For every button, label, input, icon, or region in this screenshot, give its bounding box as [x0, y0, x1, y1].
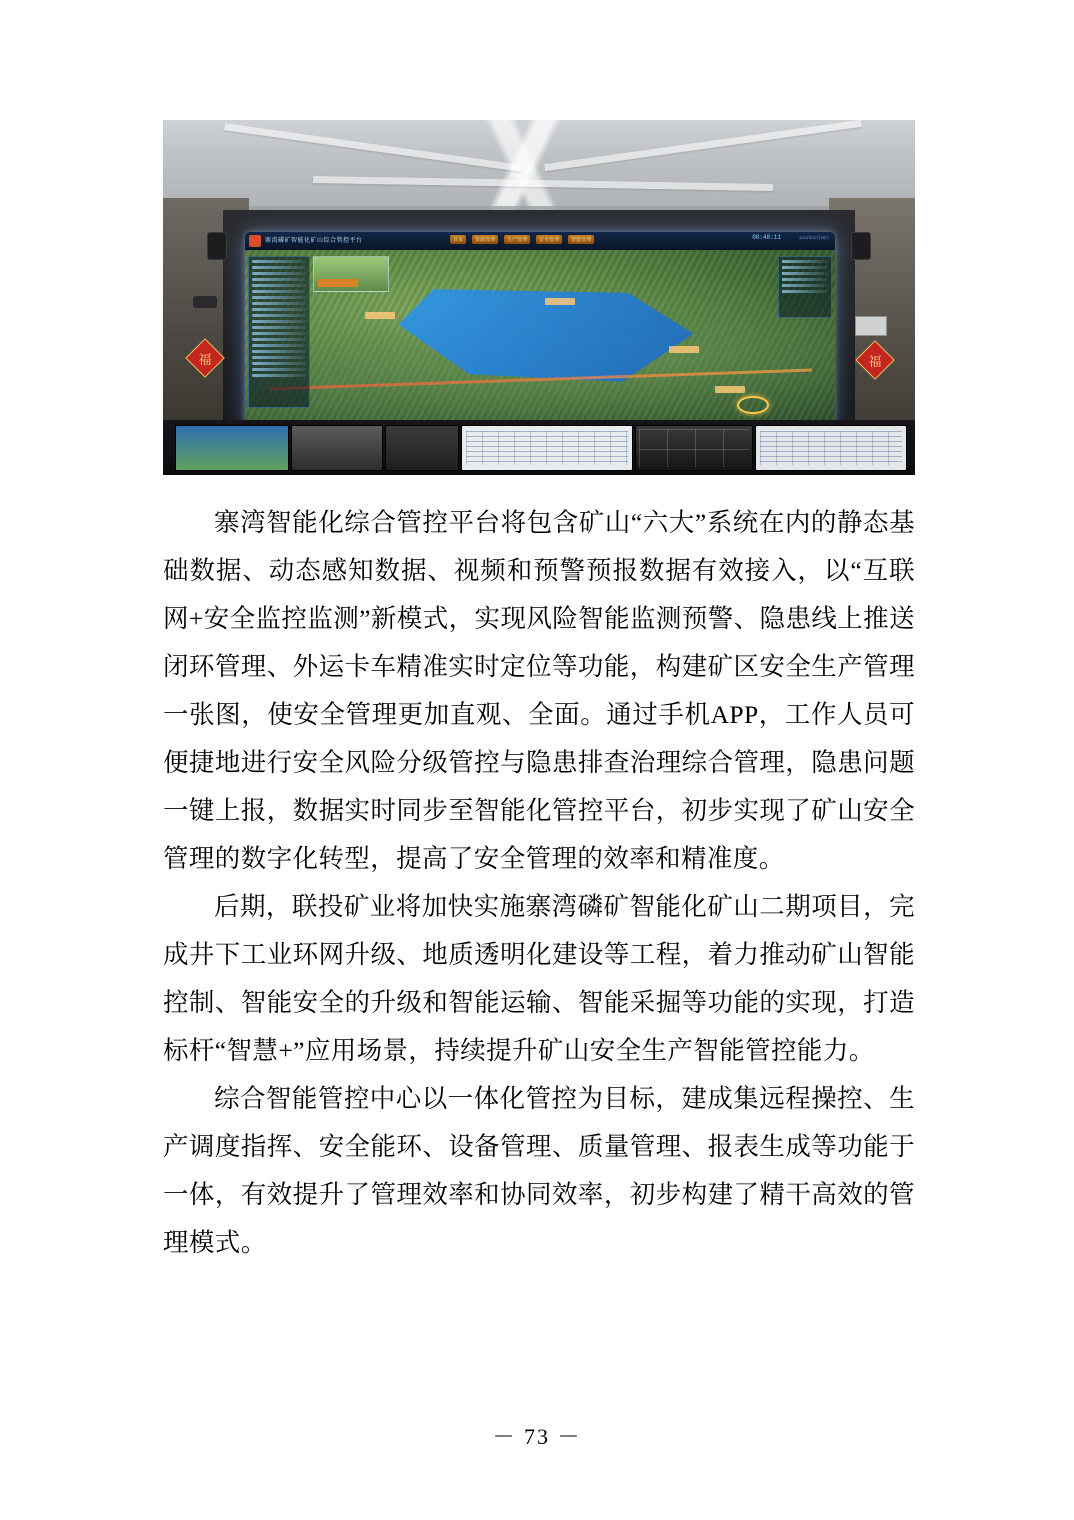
speaker-right	[851, 232, 871, 260]
fu-char: 福	[198, 351, 212, 367]
page-content	[163, 120, 915, 1267]
paragraph-1: 寨湾智能化综合管控平台将包含矿山“六大”系统在内的静态基础数据、动态感知数据、视频和预警预报数据有效接入，以“互联网+安全监控监测”新模式，实现风险智能监测预警、隐患线上推送闭环管理、外运卡车精准实时定位等功能，构建矿区安全生产管理一张图，使安全管理更加直观、全面。通过手机APP，工作人员可便捷地进行安全风险分级管控与隐患排查治理综合管理，隐患问题一键上报，数据实时同步至智能化管控平台，初步实现了矿山安全管理的数字化转型，提高了安全管理的效率和精准度。	[163, 508, 915, 873]
map-side-panel-left	[248, 256, 310, 408]
wall-panel	[855, 316, 887, 336]
photo-canvas	[163, 120, 915, 475]
map-highlight-ring	[737, 396, 769, 414]
map-label-tag	[669, 346, 699, 353]
map-thumbnail	[313, 256, 389, 292]
figure-control-room	[163, 120, 915, 475]
platform-logo-icon	[249, 235, 261, 247]
videowall-clock: 08:48:11	[752, 234, 781, 241]
videowall-nav	[450, 235, 594, 244]
paragraph-2: 后期，联投矿业将加快实施寨湾磷矿智能化矿山二期项目，完成井下工业环网升级、地质透明化建设等工程，着力推动矿山智能控制、智能安全的升级和智能运输、智能采掘等功能的实现，打造标杆“智慧+”应用场景，持续提升矿山安全生产智能管控能力。	[163, 892, 915, 1065]
map-side-panel-right	[778, 256, 832, 318]
fu-char: 福	[868, 353, 882, 369]
videowall-nav-item: 生产管理	[504, 235, 530, 244]
desk-monitor	[461, 425, 633, 471]
mine-map-3d	[245, 250, 835, 428]
desk-monitor	[385, 425, 459, 471]
desk-monitor	[755, 425, 907, 471]
videowall-nav-item: 安全管理	[536, 235, 562, 244]
videowall-nav-item: 资源管理	[472, 235, 498, 244]
desk-monitor	[291, 425, 383, 471]
led-videowall	[245, 232, 835, 428]
videowall-title: 寨湾磷矿智能化矿山综合管控平台	[265, 238, 363, 244]
operator-desk	[163, 420, 915, 475]
speaker-left	[207, 232, 227, 260]
map-label-tag	[365, 312, 395, 319]
map-label-tag	[545, 298, 575, 305]
videowall-header	[245, 232, 835, 251]
videowall-date: 2024年02月28日	[799, 235, 829, 240]
desk-monitor	[635, 425, 753, 471]
paragraph-3: 综合智能管控中心以一体化管控为目标，建成集远程操控、生产调度指挥、安全能环、设备管理、质量管理、报表生成等功能于一体，有效提升了管理效率和协同效率，初步构建了精干高效的管理模式。	[163, 1084, 915, 1257]
page-number: － 73 －	[492, 1424, 582, 1449]
videowall-nav-item: 智能管理	[568, 235, 594, 244]
camera-icon	[193, 296, 217, 308]
desk-monitor	[175, 425, 289, 471]
map-label-tag	[715, 386, 745, 393]
videowall-nav-item: 首页	[450, 235, 466, 244]
